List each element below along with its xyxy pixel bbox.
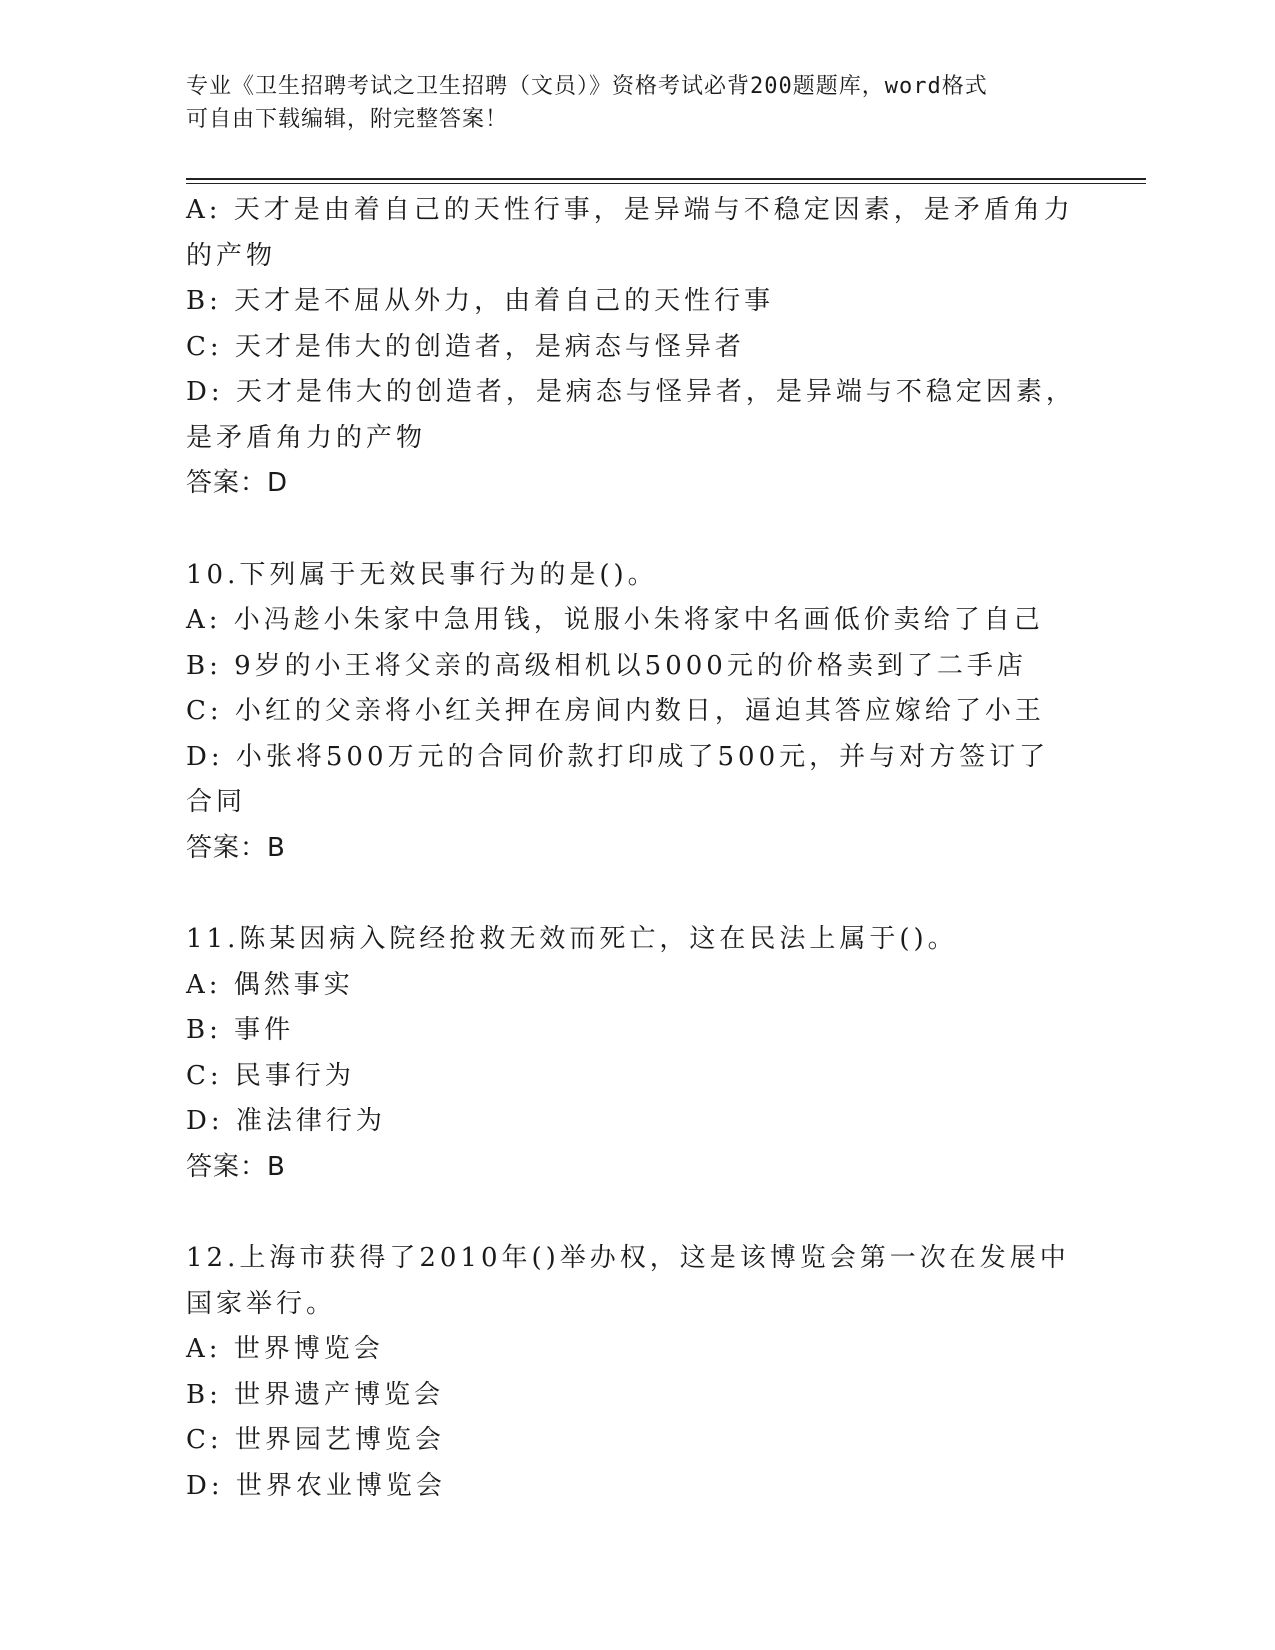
header-divider-thick <box>186 178 1146 180</box>
question-block-11 <box>186 917 1076 1190</box>
question-block-10 <box>186 553 1076 872</box>
question-content <box>186 188 1076 1509</box>
option-a: A: 世界博览会 <box>186 1334 384 1364</box>
spacer <box>186 871 1076 917</box>
header-divider-thin <box>186 183 1146 184</box>
answer-line: 答案：D <box>186 468 289 498</box>
option-b: B: 9岁的小王将父亲的高级相机以5000元的价格卖到了二手店 <box>186 650 1027 681</box>
option-c: C: 小红的父亲将小红关押在房间内数日，逼迫其答应嫁给了小王 <box>186 696 1045 726</box>
option-b: B: 天才是不屈从外力，由着自己的天性行事 <box>186 286 775 316</box>
spacer <box>186 1190 1076 1236</box>
option-c: C: 世界园艺博览会 <box>186 1425 445 1455</box>
document-header <box>186 70 1086 136</box>
question-block-12 <box>186 1236 1076 1509</box>
option-a: A: 偶然事实 <box>186 969 354 1000</box>
option-c: C: 民事行为 <box>186 1060 355 1091</box>
question-stem: 11.陈某因病入院经抢救无效而死亡，这在民法上属于()。 <box>186 924 958 954</box>
question-stem: 12.上海市获得了2010年()举办权，这是该博览会第一次在发展中国家举行。 <box>186 1243 1070 1319</box>
option-d: D: 小张将500万元的合同价款打印成了500元，并与对方签订了合同 <box>186 741 1050 817</box>
answer-line: 答案：B <box>186 832 286 863</box>
option-a: A: 天才是由着自己的天性行事，是异端与不稳定因素，是矛盾角力的产物 <box>186 195 1074 271</box>
option-d: D: 世界农业博览会 <box>186 1470 446 1501</box>
header-line-1: 专业《卫生招聘考试之卫生招聘（文员）》资格考试必背200题题库，word格式 <box>186 74 988 99</box>
question-block-prev <box>186 188 1076 507</box>
question-stem: 10.下列属于无效民事行为的是()。 <box>186 559 658 590</box>
answer-line: 答案：B <box>186 1151 286 1182</box>
header-line-2: 可自由下载编辑，附完整答案！ <box>186 107 509 132</box>
option-b: B: 事件 <box>186 1015 295 1045</box>
option-d: D: 天才是伟大的创造者，是病态与怪异者，是异端与不稳定因素，是矛盾角力的产物 <box>186 377 1076 453</box>
option-a: A: 小冯趁小朱家中急用钱，说服小朱将家中名画低价卖给了自己 <box>186 605 1044 635</box>
option-b: B: 世界遗产博览会 <box>186 1379 445 1410</box>
spacer <box>186 507 1076 553</box>
option-c: C: 天才是伟大的创造者，是病态与怪异者 <box>186 331 745 362</box>
option-d: D: 准法律行为 <box>186 1106 386 1136</box>
